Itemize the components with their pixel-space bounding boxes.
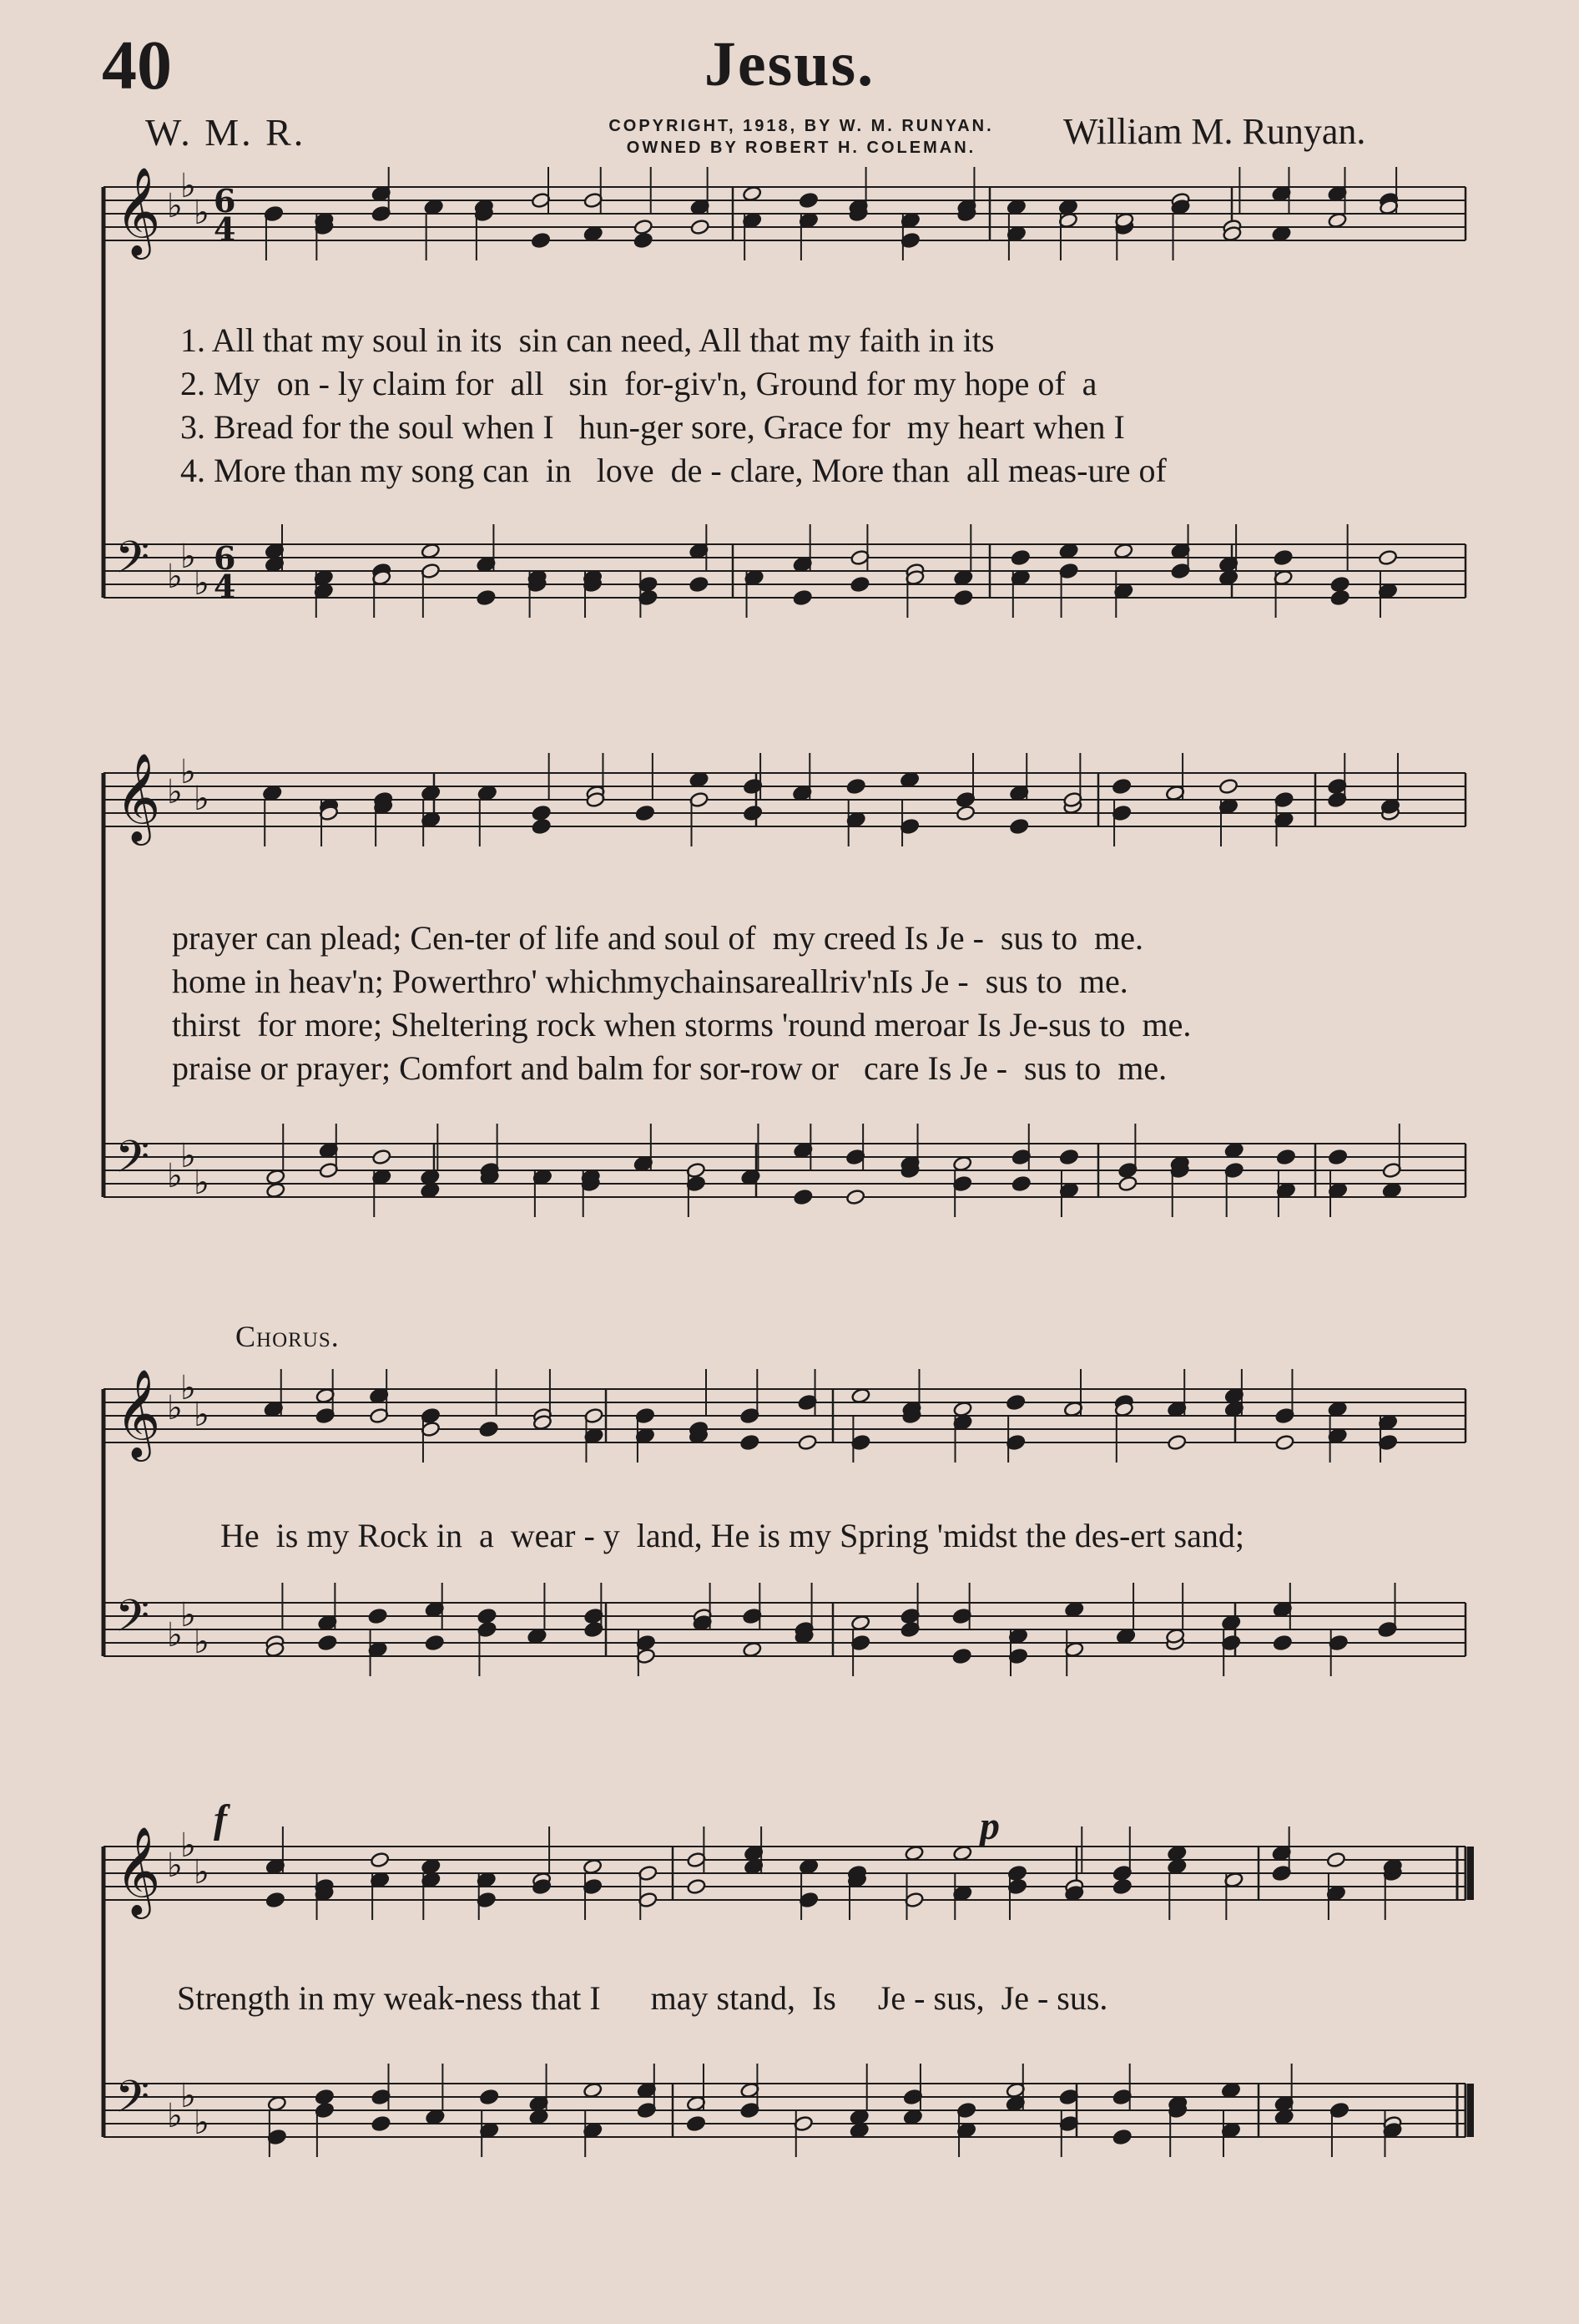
notehead: [953, 1401, 973, 1417]
bass-clef-icon: 𝄢: [115, 2072, 150, 2134]
copyright-line-2: OWNED BY ROBERT H. COLEMAN.: [626, 139, 976, 157]
notehead: [315, 2089, 335, 2105]
notehead: [793, 589, 813, 606]
notehead: [1328, 1149, 1348, 1165]
notehead: [1221, 1614, 1241, 1631]
flat-icon: ♭: [194, 1164, 209, 1202]
notehead: [421, 1858, 441, 1875]
notehead: [743, 1641, 763, 1658]
notehead: [1276, 1149, 1296, 1165]
notehead: [1330, 589, 1350, 606]
notehead: [952, 1648, 972, 1665]
notehead: [371, 2115, 391, 2132]
bass-clef-icon: 𝄢: [115, 1132, 150, 1194]
notehead: [743, 805, 763, 821]
flat-icon: ♭: [194, 1853, 209, 1892]
page-number: 40: [102, 27, 172, 104]
flat-icon: ♭: [167, 2097, 183, 2135]
time-signature-bottom: 4: [214, 568, 236, 605]
notehead: [265, 1169, 285, 1185]
notehead: [424, 199, 444, 215]
chorus-label: Chorus.: [235, 1320, 340, 1353]
notehead: [1274, 549, 1294, 566]
notehead: [689, 576, 709, 593]
notehead: [1112, 778, 1132, 795]
notehead: [741, 1169, 761, 1185]
notehead: [1382, 1182, 1402, 1199]
notehead: [1006, 199, 1027, 215]
notehead: [1272, 225, 1292, 242]
notehead: [1006, 1394, 1026, 1411]
notehead: [633, 219, 653, 235]
time-signature-bottom: 4: [214, 210, 236, 248]
flat-icon: ♭: [167, 773, 183, 811]
notehead: [1009, 818, 1029, 835]
flat-icon: ♭: [180, 753, 196, 791]
notehead: [477, 785, 497, 801]
notehead: [799, 192, 819, 209]
flat-icon: ♭: [180, 1826, 196, 1865]
notehead: [477, 589, 497, 606]
treble-clef-icon: 𝄞: [115, 166, 161, 255]
notehead: [846, 778, 866, 795]
notehead: [686, 2115, 706, 2132]
chorus-line-2: Strength in my weak-ness that I may stand, Is Je - sus, Je - sus.: [177, 1979, 1108, 2017]
notehead: [1059, 543, 1079, 559]
notehead: [479, 1421, 499, 1437]
notehead: [956, 805, 976, 821]
flat-icon: ♭: [167, 558, 183, 596]
notehead: [425, 1634, 445, 1651]
treble-clef-icon: 𝄞: [115, 1826, 161, 1915]
flat-icon: ♭: [194, 2104, 209, 2142]
notehead: [1275, 1434, 1295, 1451]
notehead: [850, 576, 870, 593]
notehead: [850, 1614, 870, 1631]
notehead: [954, 589, 974, 606]
flat-icon: ♭: [194, 1396, 209, 1434]
notehead: [1273, 1634, 1293, 1651]
notehead: [421, 1182, 441, 1199]
notehead: [905, 1845, 925, 1862]
dynamic-forte: f: [214, 1797, 227, 1842]
notehead: [262, 785, 282, 801]
verse-1-line-1: 1. All that my soul in its sin can need, All that my faith in its: [180, 321, 995, 359]
notehead: [794, 1189, 814, 1205]
notehead: [845, 1189, 865, 1205]
notehead: [527, 1628, 547, 1644]
notehead: [1167, 1858, 1187, 1875]
flat-icon: ♭: [167, 1157, 183, 1195]
notehead: [583, 225, 603, 242]
notehead: [1112, 2129, 1133, 2145]
notehead: [371, 1149, 391, 1165]
flat-icon: ♭: [180, 538, 196, 576]
notehead: [1116, 1628, 1136, 1644]
notehead: [1112, 1878, 1133, 1895]
notehead: [1167, 1845, 1187, 1862]
notehead: [635, 805, 655, 821]
notehead: [1326, 1852, 1346, 1868]
composer: William M. Runyan.: [1063, 111, 1366, 152]
notehead: [368, 1608, 388, 1624]
notehead: [1058, 199, 1078, 215]
verse-4-line-1: 4. More than my song can in love de - clare, More than all meas-ure of: [180, 452, 1167, 489]
flat-icon: ♭: [194, 780, 209, 818]
verse-2-line-2: home in heav'n; Powerthro' whichmychainsareallriv'nIs Je - sus to me.: [172, 962, 1128, 1000]
bass-clef-icon: 𝄢: [115, 1591, 150, 1653]
notehead: [687, 1878, 707, 1895]
flat-icon: ♭: [180, 2077, 196, 2115]
notehead: [1378, 549, 1398, 566]
time-signature-top: 6: [214, 539, 236, 577]
verse-3-line-1: 3. Bread for the soul when I hun-ger sore, Grace for my heart when I: [180, 408, 1125, 446]
notehead: [1011, 1175, 1032, 1192]
notehead: [370, 1852, 390, 1868]
notehead: [1218, 569, 1238, 586]
notehead: [851, 1387, 871, 1404]
notehead: [1059, 1149, 1079, 1165]
notehead: [1011, 549, 1031, 566]
flat-icon: ♭: [194, 564, 209, 603]
notehead: [532, 805, 552, 821]
verse-3-line-2: thirst for more; Sheltering rock when storms 'round meroar Is Je-sus to me.: [172, 1006, 1192, 1043]
notehead: [1221, 2082, 1241, 2099]
notehead: [850, 2122, 870, 2139]
notehead: [583, 2082, 603, 2099]
notehead: [265, 1892, 285, 1908]
bass-clef-icon: 𝄢: [115, 533, 150, 594]
flat-icon: ♭: [180, 1369, 196, 1407]
hymn-title: Jesus.: [704, 29, 875, 99]
notehead: [421, 543, 441, 559]
final-barline-thick: [1467, 1847, 1474, 1900]
notehead: [1118, 1175, 1138, 1192]
verse-4-line-2: praise or prayer; Comfort and balm for sor-row or care Is Je - sus to me.: [172, 1049, 1168, 1087]
notehead: [1218, 778, 1238, 795]
notehead: [799, 1858, 819, 1875]
final-barline-thick: [1467, 2084, 1474, 2137]
notehead: [740, 1434, 760, 1451]
notehead: [583, 1858, 603, 1875]
chorus-line-1: He is my Rock in a wear - y land, He is my Spring 'midst the des-ert sand;: [220, 1517, 1244, 1554]
notehead: [426, 2109, 446, 2125]
notehead: [954, 569, 974, 586]
notehead: [529, 2109, 549, 2125]
treble-clef-icon: 𝄞: [115, 1368, 161, 1458]
notehead: [1064, 1601, 1084, 1618]
notehead: [633, 232, 653, 249]
notehead: [689, 771, 709, 788]
notehead: [318, 1634, 338, 1651]
notehead: [1330, 576, 1350, 593]
notehead: [479, 2089, 499, 2105]
treble-clef-icon: 𝄞: [115, 752, 161, 841]
notehead: [531, 232, 551, 249]
notehead: [742, 185, 762, 202]
notehead: [1224, 1142, 1244, 1159]
verse-2-line-1: 2. My on - ly claim for all sin for-giv'n, Ground for my hope of a: [180, 365, 1097, 402]
flat-icon: ♭: [180, 1137, 196, 1175]
notehead: [1328, 212, 1348, 229]
flat-icon: ♭: [167, 187, 183, 225]
notehead: [1274, 2109, 1294, 2125]
notehead: [1328, 1401, 1348, 1417]
notehead: [850, 2109, 870, 2125]
flat-icon: ♭: [167, 1616, 183, 1655]
flat-icon: ♭: [180, 167, 196, 205]
notehead: [903, 2109, 923, 2125]
notehead: [1113, 543, 1133, 559]
notehead: [265, 1182, 285, 1199]
flat-icon: ♭: [167, 1847, 183, 1885]
notehead: [532, 818, 552, 835]
flat-icon: ♭: [167, 1389, 183, 1427]
lyricist: W. M. R.: [145, 111, 306, 154]
notehead: [267, 2095, 287, 2112]
verse-1-line-2: prayer can plead; Cen-ter of life and soul of my creed Is Je - sus to me.: [172, 919, 1144, 957]
flat-icon: ♭: [180, 1596, 196, 1634]
time-signature-top: 6: [214, 182, 236, 220]
flat-icon: ♭: [194, 1623, 209, 1661]
notehead: [690, 219, 710, 235]
notehead: [952, 1845, 972, 1862]
notehead: [952, 1155, 972, 1172]
notehead: [1167, 1434, 1187, 1451]
notehead: [421, 1169, 441, 1185]
dynamic-piano: p: [980, 1804, 1000, 1848]
notehead: [477, 1608, 497, 1624]
notehead: [421, 785, 441, 801]
notehead: [798, 1434, 818, 1451]
notehead: [900, 771, 920, 788]
copyright-line-1: COPYRIGHT, 1918, BY W. M. RUNYAN.: [608, 117, 994, 135]
flat-icon: ♭: [194, 194, 209, 232]
